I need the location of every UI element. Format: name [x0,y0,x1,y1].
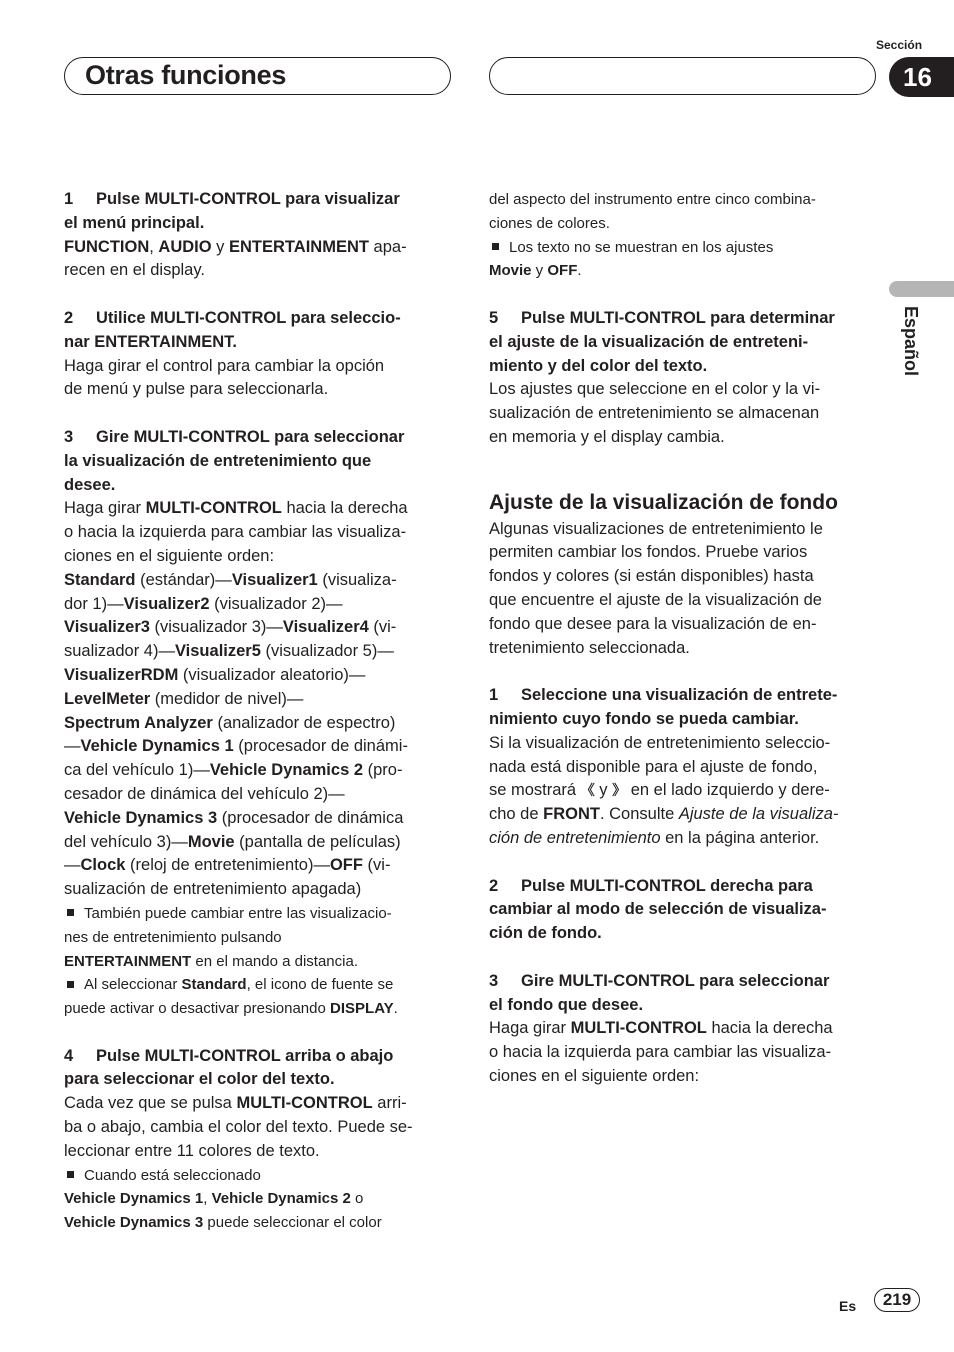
chevron-left-icon: 《 [580,782,595,799]
bg-step-2-title: 2 Pulse MULTI-CONTROL derecha para [489,876,813,895]
step-4-title: 4 Pulse MULTI-CONTROL arriba o abajo [64,1046,394,1065]
bullet-square-icon [492,243,499,250]
chevron-right-icon: 》 [612,782,627,799]
language-label: Español [901,306,921,377]
right-column: del aspecto del instrumento entre cinco combina- ciones de colores. Los texto no se muestran en los ajustes Movie y OFF. 5 Pulse MULTI-CONTROL para determinar el ajuste de la visualización de entreteni- miento y del color del texto. Los ajustes que seleccione en el color y la vi- sualización de entretenimiento se almacenan en memoria y el display cambia. Ajuste de la visualización de fondo Algunas visualizaciones de entretenimiento le permiten cambiar los fondos. Pruebe varios fondos y colores (si están disponibles) hasta que encuentre el ajuste de la visualización de fondo que desee para la visualización de en- tretenimiento seleccionada. 1 Seleccione una visualización de entrete- nimiento cuyo fondo se pueda cambiar. Si la visualización de entretenimiento seleccio- nada está disponible para el ajuste de fondo, se mostrará 《 y 》 en el lado izquierdo y dere- cho de FRONT. Consulte Ajuste de la visualiza- ción de entretenimiento en la página anterior. 2 Pulse MULTI-CONTROL derecha para cambiar al modo de selección de visualiza- ción de fondo. 3 Gire MULTI-CONTROL para seleccionar el fondo que desee. Haga girar MULTI-CONTROL hacia la derecha o hacia la izquierda para cambiar las visualiza- ciones en el siguiente orden: [489,188,877,1089]
chapter-title: Otras funciones [85,60,287,90]
bullet-square-icon [67,909,74,916]
note-no-text: Los texto no se muestran en los ajustes [489,236,877,260]
step-1-body: FUNCTION, AUDIO y ENTERTAINMENT apa- [64,237,407,256]
note-vehicle-dynamics: Cuando está seleccionado [64,1164,452,1188]
page-number: 219 [874,1288,920,1312]
bg-step-3-body: Haga girar MULTI-CONTROL hacia la derecha [489,1019,833,1038]
language-tab-bar [889,281,954,297]
bg-step-1-title: 1 Seleccione una visualización de entrete- [489,686,838,705]
step-5-title: 5 Pulse MULTI-CONTROL para determinar [489,308,835,327]
section-heading: Ajuste de la visualización de fondo [489,490,838,514]
footer-language-code: Es [839,1298,857,1314]
step-3-title: 3 Gire MULTI-CONTROL para seleccionar [64,427,405,446]
left-column: 1 Pulse MULTI-CONTROL para visualizar el menú principal. FUNCTION, AUDIO y ENTERTAINMENT apa- recen en el display. 2 Utilice MULTI-CONTROL para seleccio- nar ENTERTAINMENT. Haga girar el control para cambiar la opción de menú y pulse para seleccionarla. 3 Gire MULTI-CONTROL para seleccionar la visualización de entretenimiento que desee. Haga girar MULTI-CONTROL hacia la derecha o hacia la izquierda para cambiar las visualiza- ciones en el siguiente orden: Standard (estándar)—Visualizer1 (visualiza- dor 1)—Visualizer2 (visualizador 2)— Visualizer3 (visualizador 3)—Visualizer4 (vi- sualizador 4)—Visualizer5 (visualizador 5)— VisualizerRDM (visualizador aleatorio)— LevelMeter (medidor de nivel)— Spectrum Analyzer (analizador de espectro) —Vehicle Dynamics 1 (procesador de dinámi- ca del vehículo 1)—Vehicle Dynamics 2 (pro- cesador de dinámica del vehículo 2)— Vehicle Dynamics 3 (procesador de dinámica del vehículo 3)—Movie (pantalla de películas) —Clock (reloj de entretenimiento)—OFF (vi- sualización de entretenimiento apagada) También puede cambiar entre las visualizacio- nes de entretenimiento pulsando ENTERTAINMENT en el mando a distancia. Al seleccionar Standard, el icono de fuente se puede activar o desactivar presionando DISPLAY. 4 Pulse MULTI-CONTROL arriba o abajo para seleccionar el color del texto. Cada vez que se pulsa MULTI-CONTROL arri- ba o abajo, cambia el color del texto. Puede se- leccionar entre 11 colores de texto. Cuando está seleccionado Vehicle Dynamics 1, Vehicle Dynamics 2 o Vehicle Dynamics 3 puede seleccionar el color [64,188,452,1235]
bullet-square-icon [67,981,74,988]
step-1-title: 1 Pulse MULTI-CONTROL para visualizar [64,190,400,208]
note-remote: También puede cambiar entre las visualizacio- [64,902,452,926]
step-5-body: Los ajustes que seleccione en el color y la vi- [489,380,821,399]
bullet-square-icon [67,1171,74,1178]
header-blank-frame [489,57,876,95]
step-2-body: Haga girar el control para cambiar la opción [64,356,385,375]
step-2-title: 2 Utilice MULTI-CONTROL para seleccio- [64,308,401,327]
bg-step-3-title: 3 Gire MULTI-CONTROL para seleccionar [489,971,830,990]
step-3-body: Haga girar MULTI-CONTROL hacia la derecha [64,499,408,518]
cross-reference: Ajuste de la visualiza- [678,805,839,824]
bg-step-1-body: Si la visualización de entretenimiento seleccio- [489,733,831,752]
step-4-body: Cada vez que se pulsa MULTI-CONTROL arri- [64,1094,407,1113]
section-label: Sección [876,38,923,52]
note-standard: Al seleccionar Standard, el icono de fuente se [64,973,452,997]
section-number-tab: 16 [889,57,954,97]
chapter-title-frame [64,57,451,95]
section-intro: Algunas visualizaciones de entretenimiento le [489,519,823,538]
